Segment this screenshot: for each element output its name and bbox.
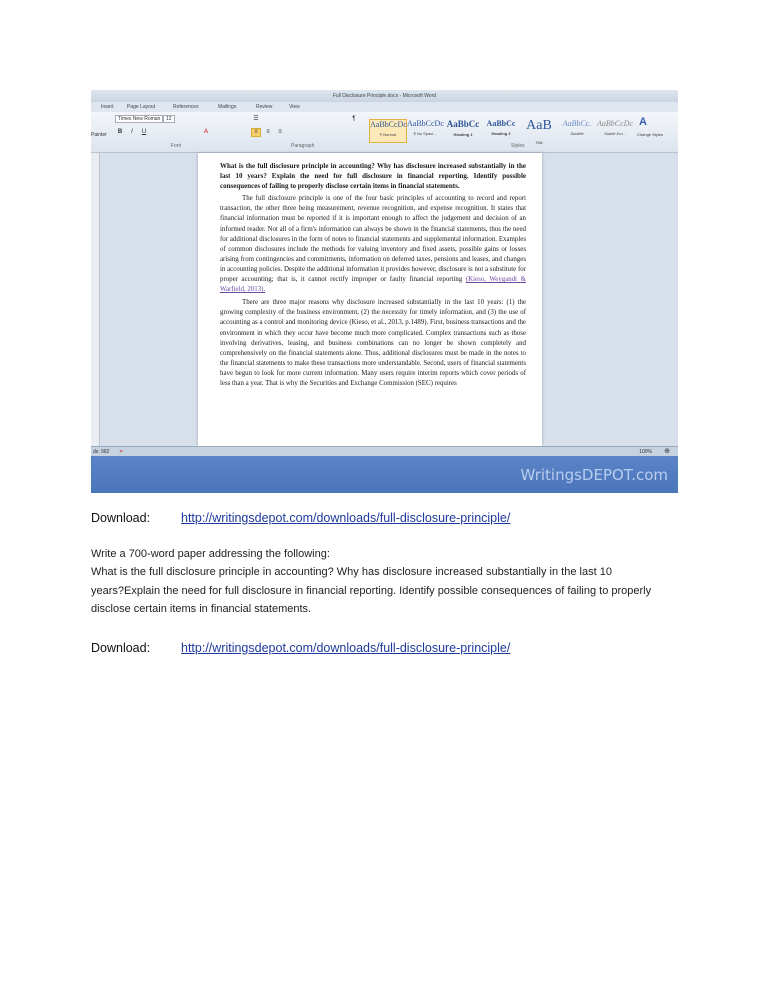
clipboard-label: Painter — [91, 132, 107, 138]
doc-question: What is the full disclosure principle in accounting? Why has disclosure increased substantially in the last 10 years? Explain the need for full disclosure in financial reporting. Identify possible consequences of failing to properly disclose certain items in financial statements. — [220, 162, 526, 191]
document-page[interactable] — [198, 153, 542, 446]
assignment-text — [91, 545, 691, 618]
pilcrow-icon[interactable]: ¶ — [352, 116, 356, 122]
font-color-icon[interactable]: A — [203, 129, 208, 135]
font-name-select[interactable]: Times New Roman — [115, 115, 163, 123]
download-link-1[interactable]: http://writingsdepot.com/downloads/full-disclosure-principle/ — [181, 511, 511, 525]
body-line: What is the full disclosure principle in accounting? Why has disclosure increased substantially in the last 10 — [91, 566, 612, 579]
italic-button[interactable]: I — [131, 129, 133, 135]
align-left-icon[interactable]: ≡ — [251, 128, 261, 137]
document-area — [91, 153, 678, 446]
group-styles-label: Styles — [511, 143, 525, 149]
ribbon-tabs — [91, 102, 678, 112]
download-label-1: Download: — [91, 511, 151, 525]
group-paragraph-label: Paragraph — [291, 143, 315, 149]
watermark-bar — [91, 456, 678, 493]
align-center-icon[interactable]: ≡ — [266, 129, 270, 135]
style-title[interactable]: AaB Title — [526, 118, 552, 145]
body-line: Write a 700-word paper addressing the following: — [91, 548, 330, 560]
tab-insert[interactable]: Insert — [101, 104, 114, 110]
word-count: ds: 982 — [93, 449, 110, 455]
style-subtle-emphasis[interactable]: AaBbCcDc Subtle Em... — [597, 119, 633, 136]
download-label-2: Download: — [91, 641, 151, 655]
proofing-icon: ✕ — [119, 449, 124, 455]
zoom-in-icon[interactable]: ⊕ — [664, 448, 670, 455]
tab-page-layout[interactable]: Page Layout — [127, 104, 156, 110]
style-no-spacing[interactable]: AaBbCcDc ¶ No Spaci... — [407, 119, 444, 136]
change-styles-icon[interactable]: A — [639, 116, 647, 128]
watermark-text: WritingsDEPOT.com — [520, 466, 668, 484]
tab-review[interactable]: Review — [256, 104, 273, 110]
bullets-icon[interactable]: ☰ — [253, 116, 259, 122]
body-line: years?Explain the need for full disclosure in financial reporting. Identify possible consequences of failing to properly — [91, 584, 652, 597]
bold-button[interactable]: B — [117, 129, 123, 135]
vertical-ruler — [91, 153, 100, 446]
style-subtitle[interactable]: AaBbCc. Subtitle — [562, 119, 592, 136]
align-right-icon[interactable]: ≡ — [278, 129, 282, 135]
change-styles-label[interactable]: Change Styles — [637, 132, 664, 137]
font-size-select[interactable]: 12 — [163, 115, 175, 123]
group-font-label: Font — [171, 143, 182, 149]
underline-button[interactable]: U — [141, 129, 147, 135]
style-heading-1[interactable]: AaBbCc Heading 1 — [446, 119, 480, 137]
window-title: Full Disclosure Principle.docx - Microsoft Word — [91, 90, 678, 102]
tab-mailings[interactable]: Mailings — [218, 104, 237, 110]
style-normal[interactable]: AaBbCcDc ¶ Normal — [369, 119, 407, 143]
doc-citation: (Kieso, Weygandt & Warfield, 2013). — [220, 276, 526, 294]
word-screenshot — [91, 90, 678, 493]
ribbon — [91, 112, 678, 153]
tab-view[interactable]: View — [289, 104, 300, 110]
doc-paragraph-2: There are three major reasons why disclosure increased substantially in the last 10 years: (1) the growing complexity of the business environment, (2) the necessity for timely information, and (3) the use of accounting as a control and monitoring device (Kieso, et al., 2013, p.1489). First, business transactions and the environment in which they occur have become much more complicated. Complex transactions such as those involving derivatives, leasing, and business combinations can no longer be shown completely and comprehensively on the financial statements alone. Thus, additional disclosures must be made in the notes to the financial statements to make these transactions more understandable. Second, users of financial statements have begun to look for more current information. Many users require interim reports which cover periods of less than a year. That is why the Securities and Exchange Commission (SEC) requires — [220, 299, 526, 387]
style-heading-2[interactable]: AaBbCc Heading 2 — [486, 119, 516, 136]
download-link-2[interactable]: http://writingsdepot.com/downloads/full-disclosure-principle/ — [181, 641, 511, 655]
tab-references[interactable]: References — [173, 104, 199, 110]
body-line: disclose certain items in financial statements. — [91, 602, 312, 615]
zoom-level[interactable]: 100% — [639, 449, 652, 455]
doc-paragraph-1: The full disclosure principle is one of the four basic principles of accounting to record and report transaction, the other three being measurement, revenue recognition, and expense recognition. It states that financial information must be reported if it is important enough to affect the judgement and decision of an informed reader. Not all of a firm's information can always be shown in the financial statements, thus the need for additional disclosures in the form of notes to financial statements and supplemental information. Examples of common disclosures include the methods for valuing inventory and fixed assets, possible gains or losses arising from contingencies and commitments, information on deferred taxes, pensions and leases, and changes in accounting policies. Despite the additional information it provides however, disclosure is not a substitute for proper accounting; that is, it cannot rectify improper or faulty financial reporting (Kieso, Weygandt & Warfield, 2013). — [220, 195, 526, 294]
